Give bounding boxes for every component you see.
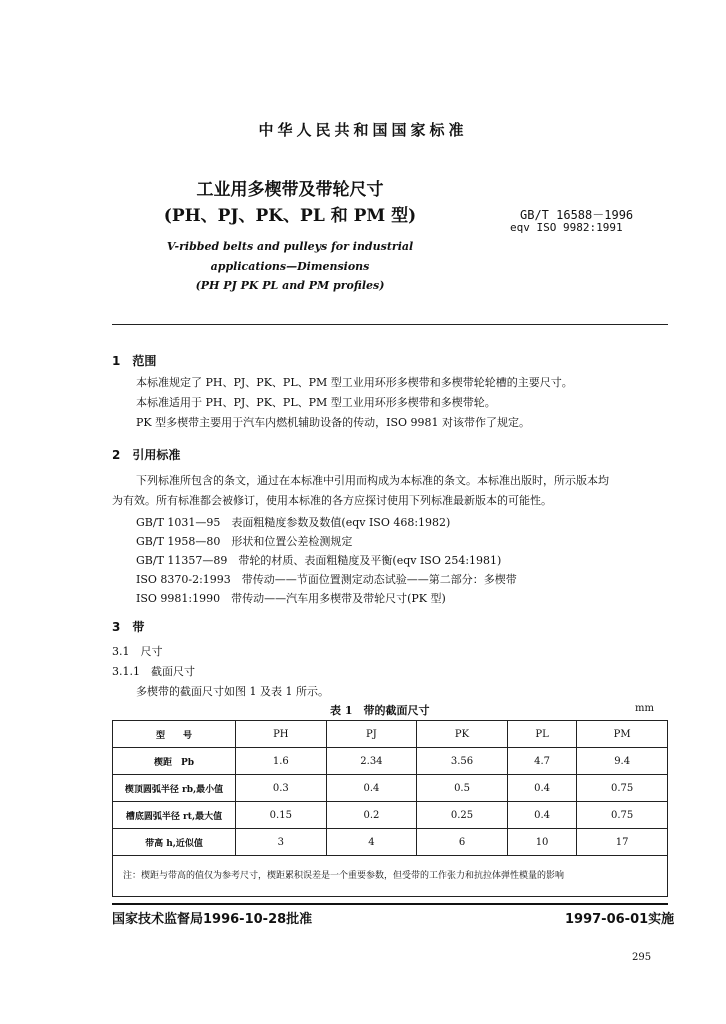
table-cell: 2.34 — [326, 748, 417, 775]
standard-number: GB/T 16588－1996 — [520, 208, 634, 222]
table-cell: 0.4 — [507, 775, 576, 802]
section-2-heading: 2 引用标准 — [112, 448, 181, 462]
header-divider — [112, 324, 668, 325]
paragraph: 本标准规定了 PH、PJ、PK、PL、PM 型工业用环形多楔带和多楔带轮轮槽的主要尺寸。 — [136, 376, 573, 389]
table-row — [113, 829, 668, 856]
reference-item: GB/T 11357—89 带轮的材质、表面粗糙度及平衡(eqv ISO 254:1981) — [136, 554, 502, 567]
approval-date: 国家技术监督局1996-10-28批准 — [112, 912, 313, 927]
title-en-line-3: (PH PJ PK PL and PM profiles) — [195, 279, 385, 292]
paragraph: 本标准适用于 PH、PJ、PK、PL、PM 型工业用环形多楔带和多楔带轮。 — [136, 396, 496, 409]
national-standard-heading: 中华人民共和国国家标准 — [258, 121, 468, 139]
table-row — [113, 775, 668, 802]
table-cell: 0.2 — [326, 802, 417, 829]
table-header-row — [113, 721, 668, 748]
table-cell: 带高 h,近似值 — [113, 829, 236, 856]
table-row — [113, 802, 668, 829]
title-en-line-1: V-ribbed belts and pulleys for industrial — [166, 240, 414, 253]
document-subtitle-cn: (PH、PJ、PK、PL 和 PM 型) — [163, 206, 417, 226]
section-2-body — [112, 471, 668, 511]
table-cell: 0.75 — [577, 775, 668, 802]
footer-divider — [112, 903, 668, 905]
table-cell: 槽底圆弧半径 rt,最大值 — [113, 802, 236, 829]
table-cell: 0.4 — [326, 775, 417, 802]
table-cell: 0.4 — [507, 802, 576, 829]
table-cell: 楔顶圆弧半径 rb,最小值 — [113, 775, 236, 802]
paragraph: 多楔带的截面尺寸如图 1 及表 1 所示。 — [136, 685, 329, 698]
reference-item: GB/T 1958—80 形状和位置公差检测规定 — [136, 535, 353, 548]
table-cell: 3.56 — [417, 748, 508, 775]
table-header-cell: PM — [577, 721, 668, 748]
table-row — [113, 748, 668, 775]
table-cell: 0.15 — [236, 802, 327, 829]
table-note-row — [113, 856, 668, 897]
reference-item: ISO 9981:1990 带传动——汽车用多楔带及带轮尺寸(PK 型) — [136, 592, 446, 605]
paragraph: PK 型多楔带主要用于汽车内燃机辅助设备的传动，ISO 9981 对该带作了规定。 — [136, 416, 530, 429]
table-cell: 4.7 — [507, 748, 576, 775]
page-number: 295 — [632, 952, 652, 963]
table-cell: 4 — [326, 829, 417, 856]
table-header-cell: PH — [236, 721, 327, 748]
table-note: 注：楔距与带高的值仅为参考尺寸，楔距累积误差是一个重要参数，但受带的工作张力和抗拉体弹性模量的影响 — [113, 856, 668, 897]
title-en-line-2: applications—Dimensions — [210, 260, 370, 273]
table-header-cell: PK — [417, 721, 508, 748]
table-header-cell: PJ — [326, 721, 417, 748]
reference-item: ISO 8370-2:1993 带传动——节面位置测定动态试验——第二部分：多楔带 — [136, 573, 517, 586]
table-cell: 0.75 — [577, 802, 668, 829]
paragraph-line: 为有效。所有标准都会被修订，使用本标准的各方应探讨使用下列标准最新版本的可能性。 — [112, 494, 552, 507]
belt-section-table — [112, 720, 668, 897]
table-cell: 0.3 — [236, 775, 327, 802]
section-1-body — [112, 373, 668, 433]
document-title-cn: 工业用多楔带及带轮尺寸 — [196, 180, 384, 200]
subsection-3-1-1: 3.1.1 截面尺寸 — [112, 665, 195, 678]
table-cell: 17 — [577, 829, 668, 856]
table-header-cell: PL — [507, 721, 576, 748]
reference-item: GB/T 1031—95 表面粗糙度参数及数值(eqv ISO 468:1982) — [136, 516, 451, 529]
subsection-3-1: 3.1 尺寸 — [112, 645, 163, 658]
table-cell: 6 — [417, 829, 508, 856]
table-cell: 0.5 — [417, 775, 508, 802]
implementation-date: 1997-06-01实施 — [565, 912, 675, 927]
table-cell: 1.6 — [236, 748, 327, 775]
table-cell: 楔距 Pb — [113, 748, 236, 775]
table-cell: 9.4 — [577, 748, 668, 775]
table-cell: 0.25 — [417, 802, 508, 829]
standard-equivalence: eqv ISO 9982:1991 — [510, 221, 623, 234]
table-cell: 10 — [507, 829, 576, 856]
table-header-cell: 型 号 — [113, 721, 236, 748]
table-cell: 3 — [236, 829, 327, 856]
section-3-heading: 3 带 — [112, 620, 145, 634]
paragraph-line: 下列标准所包含的条文，通过在本标准中引用而构成为本标准的条文。本标准出版时，所示版本均 — [136, 474, 609, 487]
section-1-heading: 1 范围 — [112, 354, 157, 368]
table-unit: mm — [635, 703, 654, 714]
table-caption: 表 1 带的截面尺寸 — [330, 704, 430, 717]
